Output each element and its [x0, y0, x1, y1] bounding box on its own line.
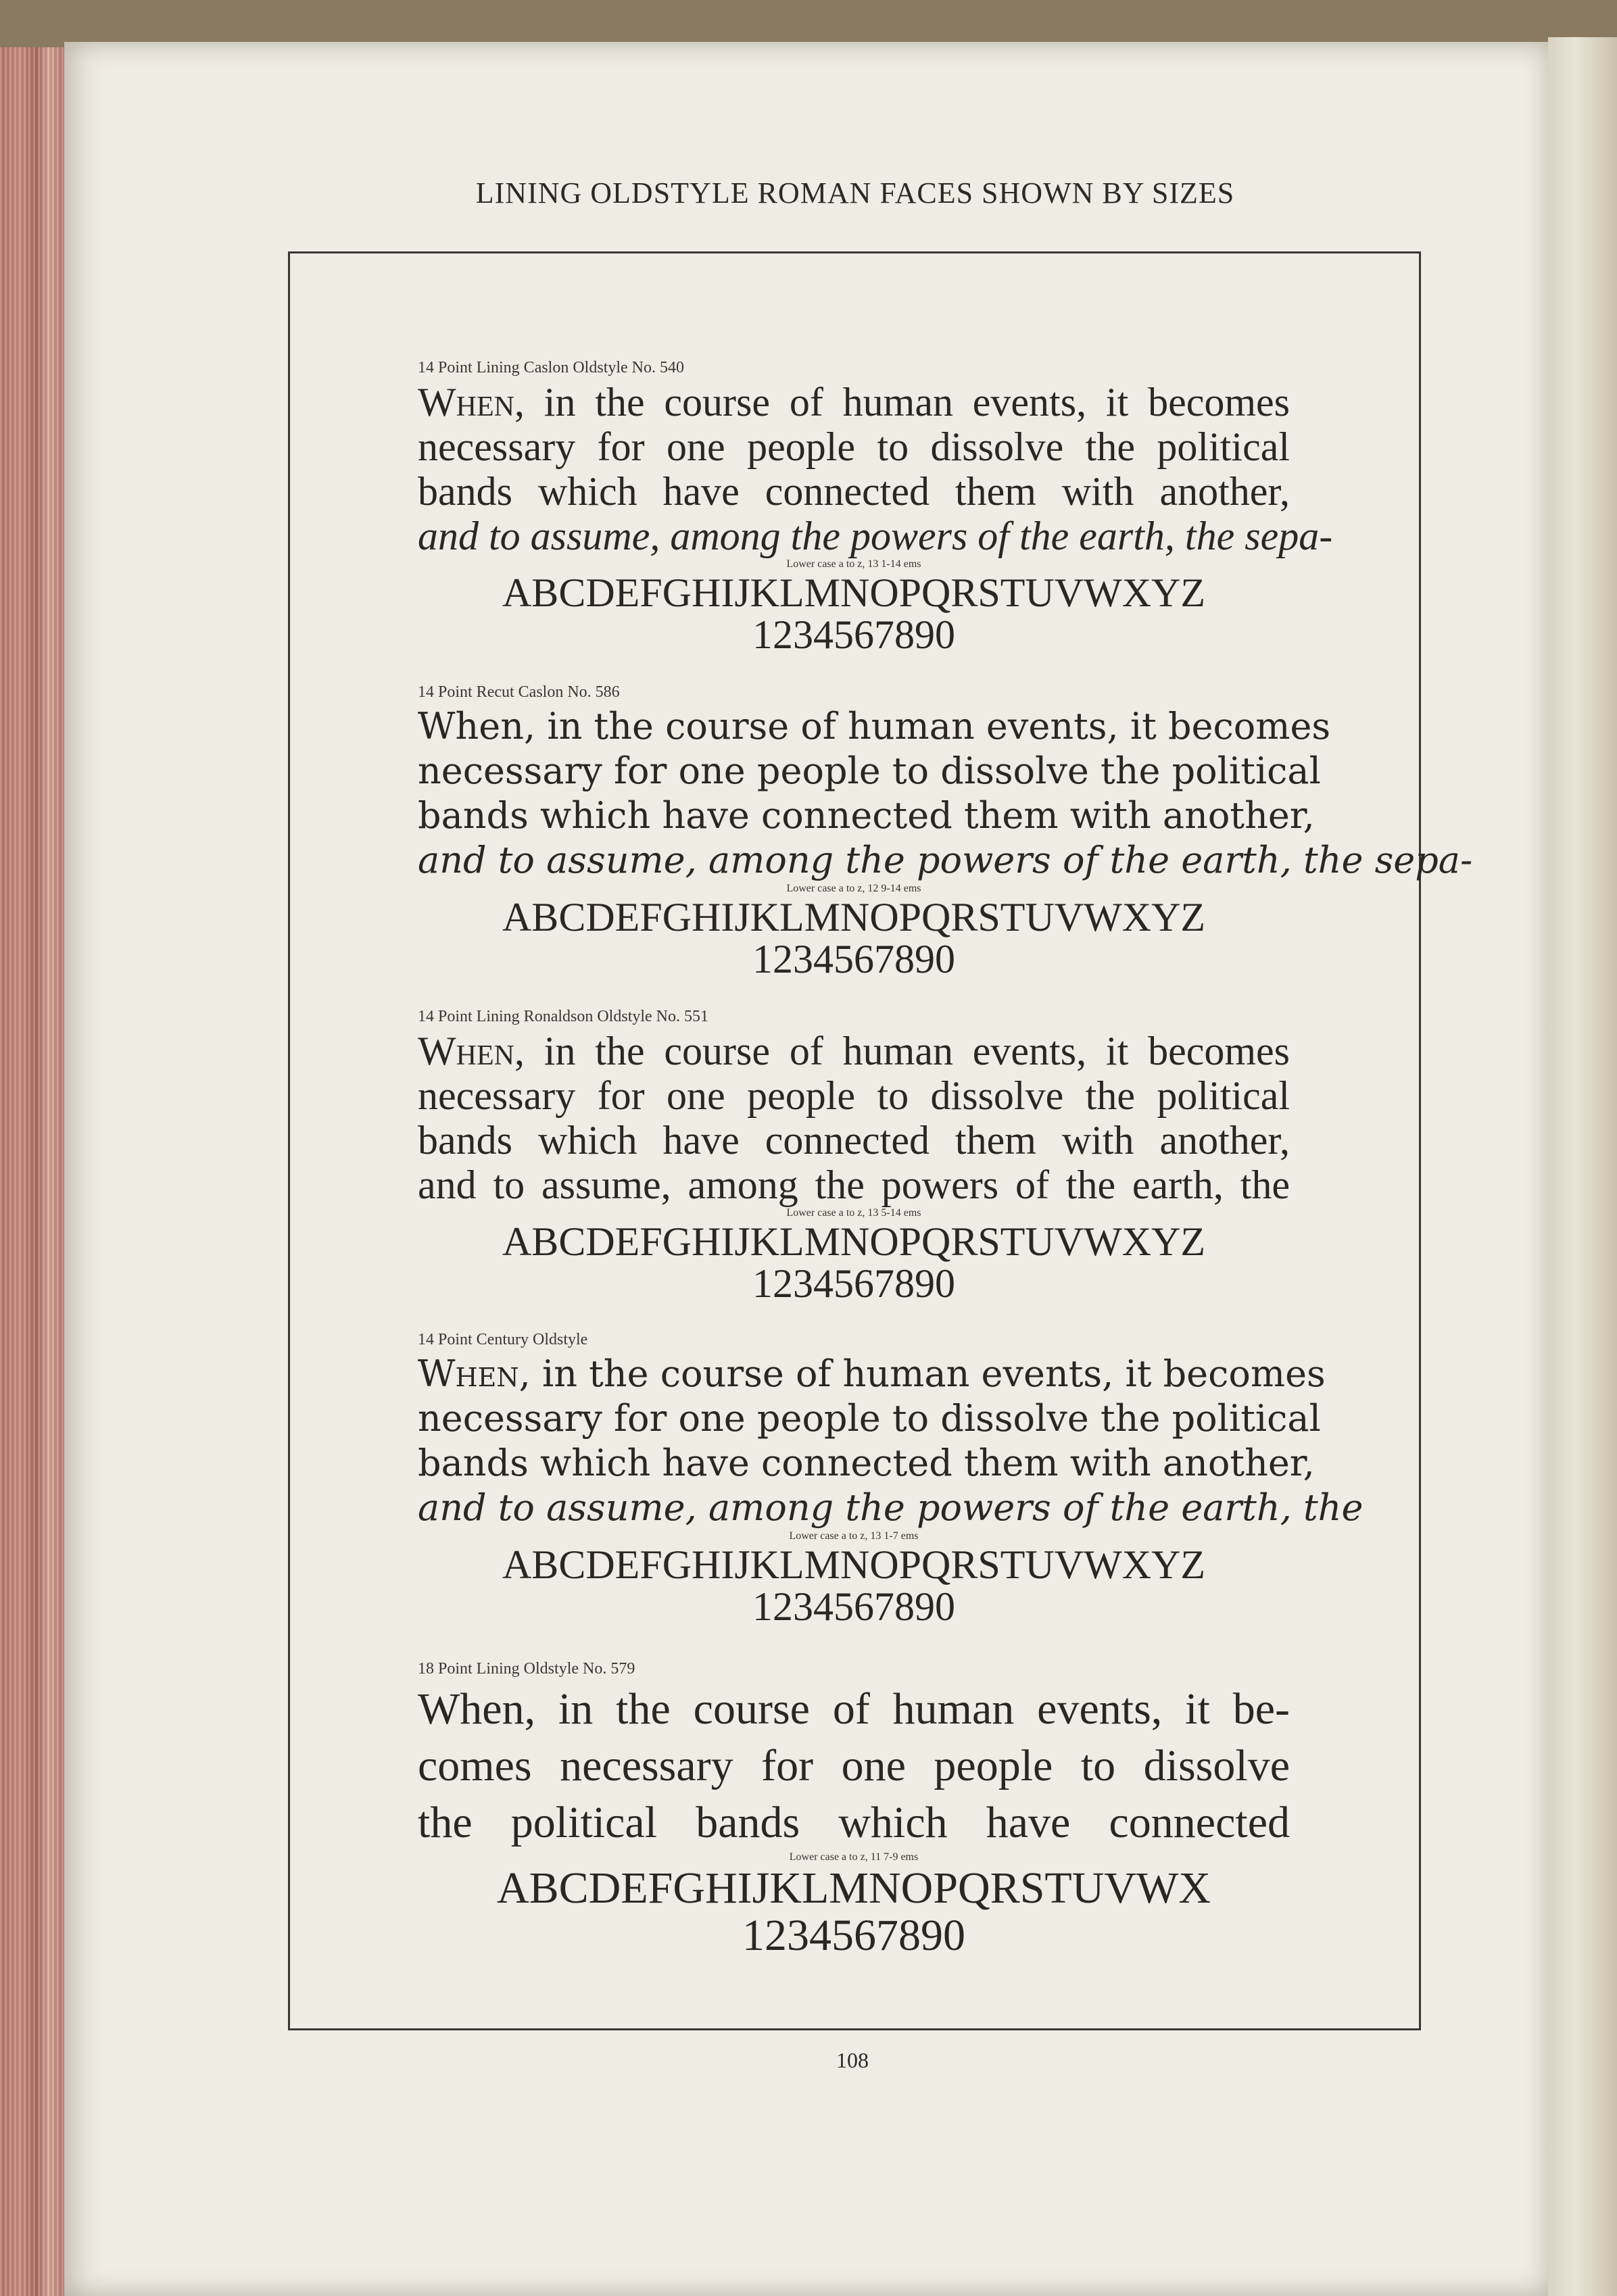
lowercase-note: Lower case a to z, 13 1-14 ems: [786, 558, 921, 570]
specimen-text: [418, 1681, 1290, 1851]
specimen-line: bands which have connected them with another,: [418, 794, 1315, 837]
specimen-caslon-oldstyle-540: [418, 358, 1333, 657]
specimen-label: 14 Point Lining Caslon Oldstyle No. 540: [418, 359, 685, 376]
specimen-line: When, in the course of human events, it becomes: [418, 705, 1331, 748]
specimen-line: comes necessary for one people to dissolve: [418, 1741, 1290, 1790]
numerals: 1234567890: [752, 937, 955, 981]
numerals: 1234567890: [752, 1261, 955, 1306]
lead-word: When: [418, 1352, 519, 1395]
specimen-line: the political bands which have connected: [418, 1798, 1290, 1847]
specimen-line: necessary for one people to dissolve the political: [418, 424, 1290, 469]
line-rest: , in the course of human events, it becomes: [514, 380, 1290, 424]
running-head: LINING OLDSTYLE ROMAN FACES SHOWN BY SIZES: [475, 176, 1235, 210]
specimen-ronaldson-oldstyle-551: [418, 1007, 1290, 1304]
specimen-lining-oldstyle-579: [418, 1659, 1290, 1959]
specimen-line: necessary for one people to dissolve the political: [418, 750, 1321, 792]
specimen-text: [418, 1352, 1363, 1530]
specimen-line-italic: and to assume, among the powers of the earth, the sepa-: [418, 839, 1473, 881]
specimen-line: bands which have connected them with another,: [418, 469, 1290, 514]
specimen-line: and to assume, among the powers of the earth, the: [418, 1163, 1290, 1207]
alphabet: ABCDEFGHIJKLMNOPQRSTUVWX: [496, 1863, 1211, 1913]
lowercase-note: Lower case a to z, 13 1-7 ems: [789, 1530, 919, 1542]
specimen-line: [418, 380, 1290, 424]
specimen-text: [418, 1029, 1290, 1207]
specimen-line: bands which have connected them with another,: [418, 1118, 1290, 1163]
specimen-text: [418, 380, 1333, 558]
numerals: 1234567890: [742, 1911, 965, 1960]
specimen-label: 14 Point Recut Caslon No. 586: [418, 683, 620, 701]
lowercase-note: Lower case a to z, 11 7-9 ems: [789, 1851, 919, 1863]
specimen-line: When, in the course of human events, it be-: [418, 1684, 1290, 1734]
specimen-line-italic: and to assume, among the powers of the earth, the sepa-: [418, 514, 1333, 558]
alphabet: ABCDEFGHIJKLMNOPQRSTUVWXYZ: [502, 1219, 1206, 1264]
line-rest: , in the course of human events, it becomes: [514, 1029, 1290, 1073]
specimen-label: 14 Point Lining Ronaldson Oldstyle No. 551: [418, 1008, 709, 1025]
lead-word: When: [418, 380, 514, 424]
lowercase-note: Lower case a to z, 13 5-14 ems: [786, 1207, 921, 1219]
specimen-label: 14 Point Century Oldstyle: [418, 1331, 588, 1348]
specimen-line: necessary for one people to dissolve the political: [418, 1073, 1290, 1118]
specimen-line: bands which have connected them with another,: [418, 1442, 1315, 1484]
numerals: 1234567890: [752, 1584, 955, 1629]
specimen-line-italic: and to assume, among the powers of the earth, the: [418, 1486, 1363, 1529]
specimen-recut-caslon-586: [418, 683, 1473, 981]
specimen-label: 18 Point Lining Oldstyle No. 579: [418, 1660, 635, 1678]
specimen-text: [418, 704, 1473, 883]
alphabet: ABCDEFGHIJKLMNOPQRSTUVWXYZ: [502, 1542, 1206, 1587]
lowercase-note: Lower case a to z, 12 9-14 ems: [786, 883, 921, 894]
numerals: 1234567890: [752, 612, 955, 657]
specimen-century-oldstyle: [418, 1330, 1363, 1629]
alphabet: ABCDEFGHIJKLMNOPQRSTUVWXYZ: [502, 895, 1206, 939]
page-number: 108: [836, 2048, 869, 2072]
facing-page-edge: [1548, 37, 1617, 2296]
alphabet: ABCDEFGHIJKLMNOPQRSTUVWXYZ: [502, 570, 1206, 615]
specimen-line: [418, 1029, 1290, 1073]
specimen-line: necessary for one people to dissolve the political: [418, 1397, 1321, 1440]
specimen-line: [418, 1352, 1326, 1396]
line-rest: , in the course of human events, it becomes: [518, 1352, 1326, 1395]
lead-word: When: [418, 1029, 514, 1073]
